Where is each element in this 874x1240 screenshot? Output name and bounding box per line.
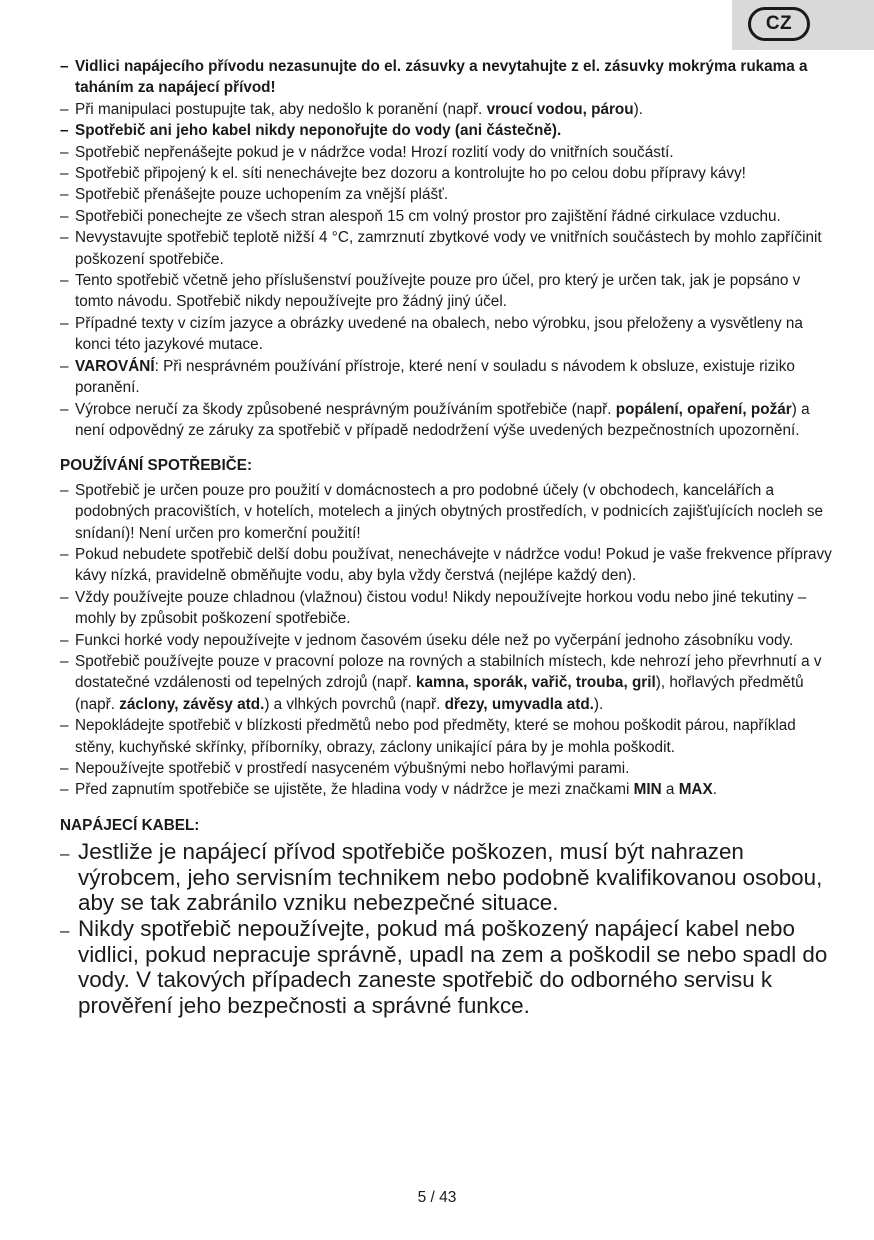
list-item [60, 56, 836, 99]
list-item [60, 651, 836, 715]
language-badge: CZ [748, 7, 810, 41]
list-item [60, 916, 836, 1018]
bullet-dash: – [60, 272, 69, 290]
list-item [60, 227, 836, 270]
item-text: Pokud nebudete spotřebič delší dobu používat, nenechávejte v nádržce vodu! Pokud je vaše frekvence přípravy kávy nízká, pravidelně obměňujte vodu, aby byla vždy čerstvá (nejlépe každý den). [75, 545, 832, 585]
item-text: Spotřebič připojený k el. síti nenechávejte bez dozoru a kontrolujte ho po celou dobu přípravy kávy! [75, 165, 746, 183]
list-item [60, 630, 836, 651]
list-item [60, 356, 836, 399]
bullet-dash: – [60, 229, 69, 247]
list-item [60, 163, 836, 184]
item-text: : Při nesprávném používání přístroje, které není v souladu s návodem k obsluze, existuje riziko poranění. [75, 357, 795, 397]
emphasis-text: popálení, opaření, požár [615, 400, 792, 418]
item-text: Nikdy spotřebič nepoužívejte, pokud má poškozený napájecí kabel nebo vidlici, pokud nepracuje správně, upadl na zem a poškodil se nebo spadl do vody. V takových případech zaneste spotřebič do odborného servisu k prověření jeho bezpečnosti a správné funkce. [78, 916, 828, 1018]
list-item [60, 758, 836, 779]
list-item [60, 587, 836, 630]
item-text: Nevystavujte spotřebič teplotě nižší 4 °C, zamrznutí zbytkové vody ve vnitřních součástech by mohlo zapříčinit poškození spotřebiče. [75, 229, 822, 268]
item-text: ). [593, 695, 604, 713]
item-text: Spotřebič ani jeho kabel nikdy neponořujte do vody (ani částečně). [75, 122, 562, 140]
bullet-dash: – [60, 588, 69, 606]
item-text: Tento spotřebič včetně jeho příslušenství používejte pouze pro účel, pro který je určen tak, jak je popsáno v tomto návodu. Spotřebič nikdy nepoužívejte pro žádný jiný účel. [75, 272, 801, 311]
list-item [60, 480, 836, 544]
bullet-dash: – [60, 58, 69, 75]
emphasis-text: kamna, sporák, vařič, trouba, gril [416, 674, 656, 692]
cable-heading: NAPÁJECÍ KABEL: [60, 816, 200, 834]
emphasis-text: VAROVÁNÍ [75, 357, 155, 375]
list-item [60, 779, 836, 800]
page-number: 5 / 43 [417, 1189, 457, 1206]
list-item [60, 206, 836, 227]
bullet-dash: – [60, 921, 70, 940]
item-text: Spotřebič nepřenášejte pokud je v nádržce voda! Hrozí rozlití vody do vnitřních součástí. [75, 143, 674, 161]
emphasis-text: MIN [633, 781, 662, 799]
item-text: Spotřebič přenášejte pouze uchopením za vnější plášť. [75, 186, 449, 204]
bullet-dash: – [60, 545, 69, 563]
bullet-dash: – [60, 717, 69, 735]
page-content [60, 56, 836, 1018]
item-text: Spotřebič používejte pouze v pracovní poloze na rovných a stabilních místech, kde nehrozí jeho převrhnutí a v dostatečné vzdálenosti od tepelných zdrojů (např. [75, 652, 822, 692]
list-item [60, 99, 836, 120]
bullet-dash: – [60, 760, 69, 777]
list-item [60, 715, 836, 758]
item-text: Jestliže je napájecí přívod spotřebiče poškozen, musí být nahrazen výrobcem, jeho servisním technikem nebo podobně kvalifikovanou osobou, aby se tak zabránilo vzniku nebezpečné situace. [78, 839, 823, 916]
bullet-dash: – [60, 207, 69, 225]
list-item [60, 184, 836, 205]
item-text: Nepoužívejte spotřebič v prostředí nasyceném výbušnými nebo hořlavými parami. [75, 760, 630, 777]
bullet-dash: – [60, 122, 69, 140]
item-text: Výrobce neručí za škody způsobené nesprávným používáním spotřebiče (např. [75, 400, 616, 418]
language-tab [732, 0, 874, 50]
item-text: ), hořlavých předmětů (např. [75, 674, 804, 713]
emphasis-text: vroucí vodou, párou [486, 100, 634, 118]
bullet-dash: – [60, 781, 69, 799]
list-item [60, 839, 836, 916]
item-text: ) a není odpovědný ze záruky za spotřebič v případě nedodržení výše uvedených bezpečnostních upozornění. [75, 400, 810, 439]
item-text: Případné texty v cizím jazyce a obrázky uvedené na obalech, nebo výrobku, jsou přeloženy a vysvětleny na konci této jazykové mutace. [75, 314, 803, 354]
usage-list [60, 480, 836, 801]
item-text: Spotřebič je určen pouze pro použití v domácnostech a pro podobné účely (v obchodech, kancelářích a podobných pracovištích, v hotelích, motelech a jiných obytných prostředích, v podnicích zajišťujících nocleh se snídaní)! Není určen pro komerční použití! [75, 481, 824, 542]
bullet-dash: – [60, 100, 69, 118]
item-text: . [712, 781, 717, 799]
list-item [60, 270, 836, 313]
item-text: Před zapnutím spotřebiče se ujistěte, že hladina vody v nádržce je mezi značkami [75, 781, 634, 799]
emphasis-text: záclony, závěsy atd. [119, 695, 265, 713]
bullet-dash: – [60, 165, 69, 183]
item-text: Vždy používejte pouze chladnou (vlažnou) čistou vodu! Nikdy nepoužívejte horkou vodu nebo jiné tekutiny – mohly by způsobit poškození spotřebiče. [75, 588, 807, 628]
item-text: Při manipulaci postupujte tak, aby nedošlo k poranění (např. [75, 100, 487, 118]
bullet-dash: – [60, 400, 69, 418]
item-text: Vidlici napájecího přívodu nezasunujte do el. zásuvky a nevytahujte z el. zásuvky mokrýma rukama a taháním za napájecí přívod! [75, 58, 808, 97]
item-text: Spotřebiči ponechejte ze všech stran alespoň 15 cm volný prostor pro zajištění řádné cirkulace vzduchu. [75, 207, 781, 225]
item-text: ). [633, 100, 643, 118]
item-text: a [661, 781, 679, 799]
bullet-dash: – [60, 481, 69, 499]
list-item [60, 313, 836, 356]
item-text: Funkci horké vody nepoužívejte v jednom časovém úseku déle než po vyčerpání jednoho zásobníku vody. [75, 631, 794, 649]
emphasis-text: MAX [678, 781, 713, 799]
item-text: ) a vlhkých povrchů (např. [264, 695, 445, 713]
safety-list [60, 56, 836, 441]
bullet-dash: – [60, 186, 69, 204]
list-item [60, 120, 836, 141]
bullet-dash: – [60, 314, 69, 332]
bullet-dash: – [60, 631, 69, 649]
emphasis-text: dřezy, umyvadla atd. [444, 695, 594, 713]
list-item [60, 544, 836, 587]
list-item [60, 142, 836, 163]
item-text: Nepokládejte spotřebič v blízkosti předmětů nebo pod předměty, které se mohou poškodit párou, například stěny, kuchyňské skřínky, příborníky, obrazy, záclony unikající pára by je mohla poškodit. [75, 717, 796, 756]
list-item [60, 399, 836, 442]
bullet-dash: – [60, 143, 69, 161]
cable-list [60, 839, 836, 1018]
usage-heading: POUŽÍVÁNÍ SPOTŘEBIČE: [60, 457, 253, 475]
bullet-dash: – [60, 357, 69, 375]
bullet-dash: – [60, 844, 70, 864]
bullet-dash: – [60, 652, 69, 670]
